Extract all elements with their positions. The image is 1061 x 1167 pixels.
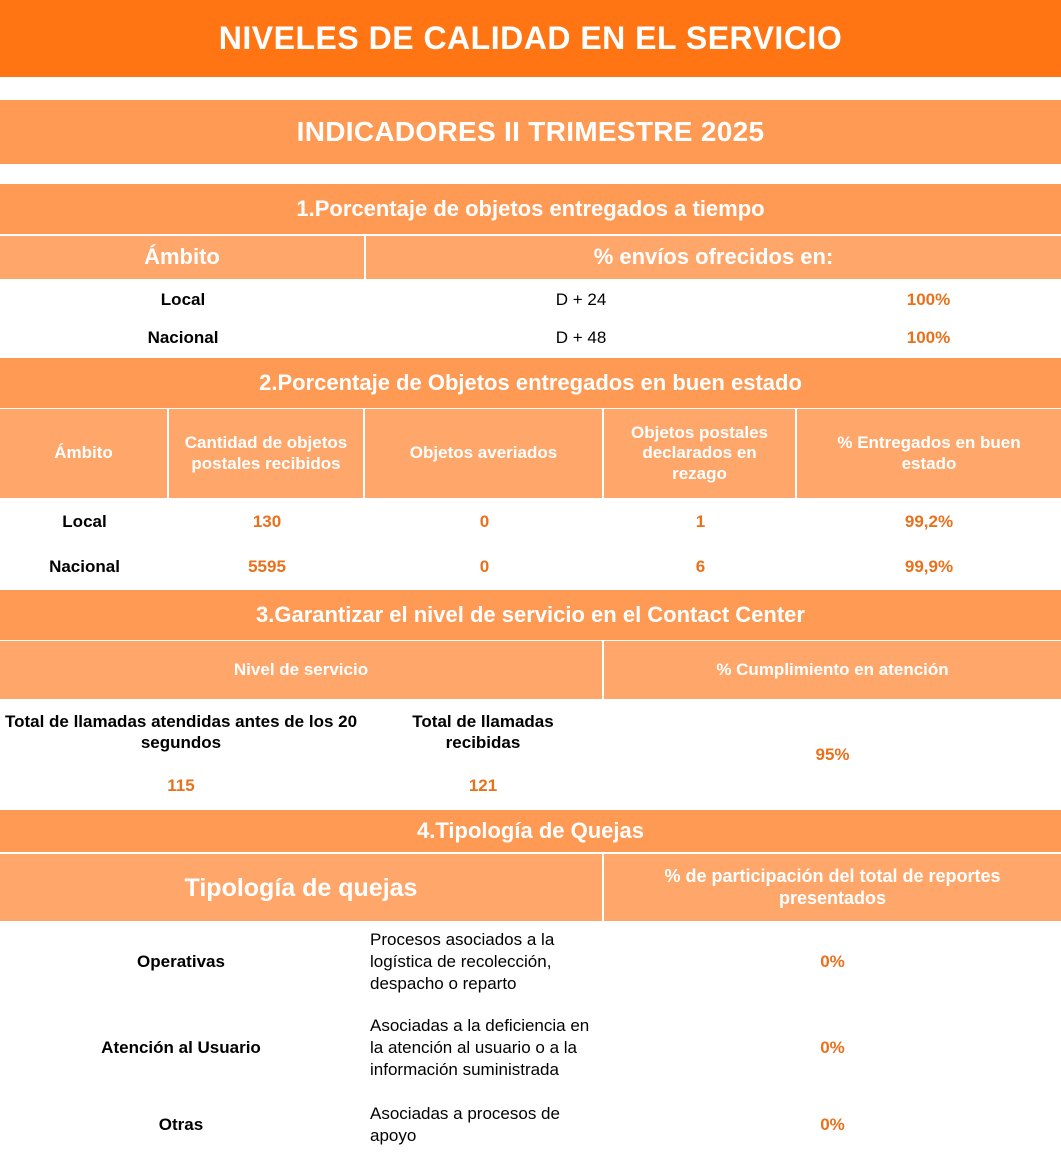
s4-row2-desc: Asociadas a la deficiencia en la atención al usuario o a la información suministrada — [370, 1015, 590, 1080]
s2-col-rezago: Objetos postales declarados en rezago — [604, 409, 797, 498]
section2-heading: 2.Porcentaje de Objetos entregados en buen estado — [0, 358, 1061, 408]
page-title: NIVELES DE CALIDAD EN EL SERVICIO — [0, 0, 1061, 77]
s2-row2-recibidos: 5595 — [248, 557, 286, 577]
s4-row1-tipo: Operativas — [137, 952, 225, 972]
s2-col-averiados: Objetos averiados — [365, 409, 604, 498]
s4-row1-pct: 0% — [820, 952, 845, 972]
s1-col-envios: % envíos ofrecidos en: — [366, 236, 1061, 279]
s2-row2-rezago: 6 — [695, 557, 706, 577]
s3-pct: 95% — [815, 745, 850, 765]
s4-col-tipologia: Tipología de quejas — [0, 854, 604, 921]
s2-row1-averiados: 0 — [479, 512, 490, 532]
s1-row2-ambito: Nacional — [147, 328, 219, 348]
s4-row2-pct: 0% — [820, 1038, 845, 1058]
s2-row1-rezago: 1 — [695, 512, 706, 532]
s4-row3-pct: 0% — [820, 1115, 845, 1135]
s4-row3-desc: Asociadas a procesos de apoyo — [370, 1103, 560, 1145]
s2-row2-averiados: 0 — [479, 557, 490, 577]
s2-col-ambito: Ámbito — [0, 409, 169, 498]
s2-col-recibidos: Cantidad de objetos postales recibidos — [169, 409, 365, 498]
s2-row2-pct: 99,9% — [904, 557, 954, 577]
section4-heading: 4.Tipología de Quejas — [0, 810, 1061, 852]
s3-label-atendidas: Total de llamadas atendidas antes de los 20 segundos — [4, 711, 358, 752]
s4-row2-tipo: Atención al Usuario — [101, 1038, 261, 1058]
s1-col-ambito: Ámbito — [0, 236, 366, 279]
s4-row3-tipo: Otras — [158, 1115, 204, 1135]
s1-row1-ambito: Local — [160, 290, 206, 310]
s2-row2-ambito: Nacional — [49, 557, 120, 577]
s2-col-pct: % Entregados en buen estado — [797, 409, 1061, 498]
section3-heading: 3.Garantizar el nivel de servicio en el Contact Center — [0, 590, 1061, 640]
s3-label-recibidas: Total de llamadas recibidas — [412, 711, 554, 752]
s2-row1-ambito: Local — [62, 512, 107, 532]
s1-row1-plazo: D + 24 — [555, 290, 607, 310]
section1-heading: 1.Porcentaje de objetos entregados a tiempo — [0, 184, 1061, 234]
s2-row1-pct: 99,2% — [904, 512, 954, 532]
page-subtitle: INDICADORES II TRIMESTRE 2025 — [0, 100, 1061, 164]
s1-row1-pct: 100% — [906, 290, 951, 310]
s3-val-recibidas: 121 — [468, 776, 498, 796]
s4-row1-desc: Procesos asociados a la logística de recolección, despacho o reparto — [370, 929, 555, 994]
s2-row1-recibidos: 130 — [252, 512, 282, 532]
s1-row2-pct: 100% — [906, 328, 951, 348]
s3-val-atendidas: 115 — [167, 776, 195, 796]
s4-col-participacion: % de participación del total de reportes presentados — [604, 854, 1061, 921]
s3-col-nivel: Nivel de servicio — [0, 641, 604, 699]
s3-col-cumplimiento: % Cumplimiento en atención — [604, 641, 1061, 699]
s1-row2-plazo: D + 48 — [555, 328, 607, 348]
